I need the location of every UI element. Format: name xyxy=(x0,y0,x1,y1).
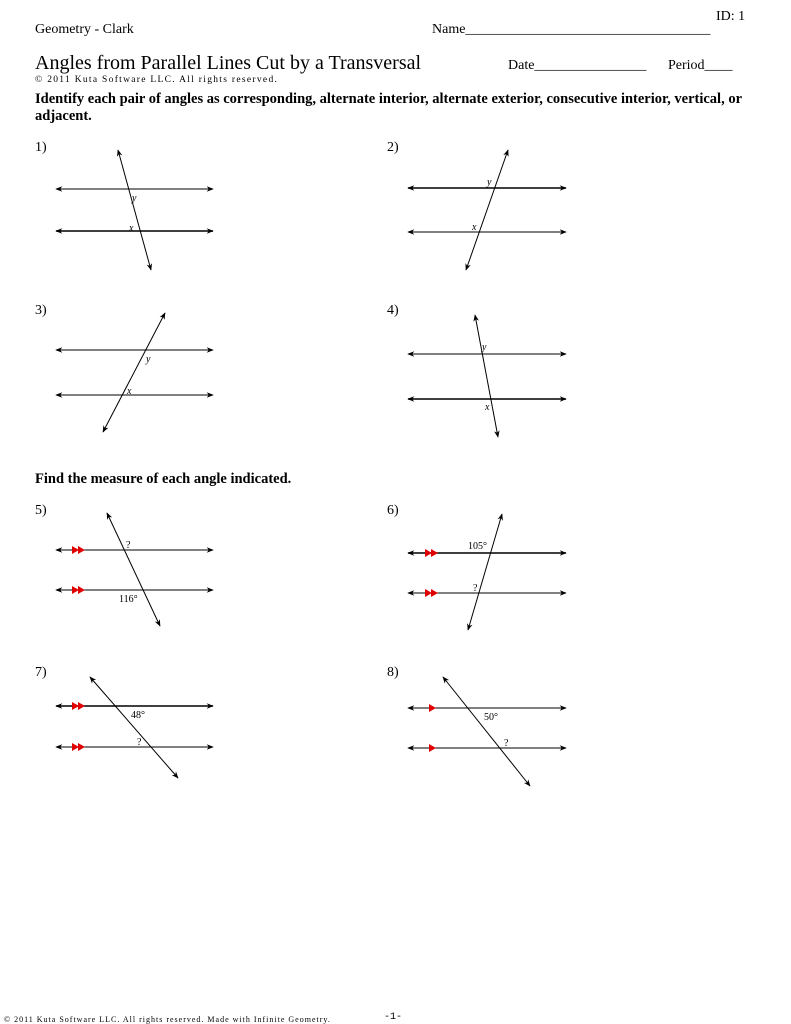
problem-number-4: 4) xyxy=(387,303,399,318)
worksheet-title: Angles from Parallel Lines Cut by a Transversal xyxy=(35,52,422,74)
figure-7 xyxy=(56,677,213,778)
header-copyright: © 2011 Kuta Software LLC. All rights reserved. xyxy=(35,75,279,85)
problem-number-7: 7) xyxy=(35,665,47,680)
angle-label-top: 50° xyxy=(484,712,498,723)
angle-label-top: y xyxy=(146,354,151,365)
problem-number-2: 2) xyxy=(387,140,399,155)
footer-copyright: © 2011 Kuta Software LLC. All rights reserved. Made with Infinite Geometry. xyxy=(4,1015,331,1024)
worksheet-id: ID: 1 xyxy=(716,9,746,24)
class-name: Geometry - Clark xyxy=(35,22,134,37)
angle-label-bottom: x xyxy=(127,386,132,397)
period-field: Period____ xyxy=(668,58,733,73)
angle-label-top: y xyxy=(482,342,487,353)
figure-3 xyxy=(56,313,213,432)
transversal xyxy=(118,150,151,270)
problem-number-3: 3) xyxy=(35,303,47,318)
parallel-mark-top xyxy=(425,549,438,557)
parallel-mark-bottom xyxy=(72,586,85,594)
angle-label-bottom: ? xyxy=(504,738,509,749)
transversal xyxy=(107,513,160,626)
section1-instructions: Identify each pair of angles as corresponding, alternate interior, alternate exterior, consecutive interior, vertical, or adjacent. xyxy=(35,91,742,124)
transversal xyxy=(443,677,530,786)
parallel-mark-bottom xyxy=(72,743,85,751)
angle-label-bottom: x xyxy=(472,222,477,233)
figure-2 xyxy=(408,150,566,270)
figure-4 xyxy=(408,315,566,437)
section2-instructions: Find the measure of each angle indicated. xyxy=(35,471,292,487)
transversal xyxy=(103,313,165,432)
parallel-mark-top xyxy=(72,702,85,710)
name-field: Name___________________________________ xyxy=(432,22,711,37)
angle-label-top: 105° xyxy=(468,541,487,552)
figure-1 xyxy=(56,150,213,270)
angle-label-top: y xyxy=(132,193,137,204)
page-number: -1- xyxy=(384,1012,403,1023)
angle-label-top: y xyxy=(487,177,492,188)
angle-label-bottom: 116° xyxy=(119,594,138,605)
parallel-mark-bottom xyxy=(429,744,436,752)
problem-number-6: 6) xyxy=(387,503,399,518)
transversal xyxy=(475,315,498,437)
angle-label-top: ? xyxy=(126,540,131,551)
transversal xyxy=(468,514,502,630)
date-field: Date________________ xyxy=(508,58,647,73)
figure-5 xyxy=(56,513,213,626)
parallel-mark-bottom xyxy=(425,589,438,597)
figure-6 xyxy=(408,514,566,630)
transversal xyxy=(90,677,178,778)
angle-label-top: 48° xyxy=(131,710,145,721)
parallel-mark-top xyxy=(72,546,85,554)
angle-label-bottom: x xyxy=(129,223,134,234)
angle-label-bottom: ? xyxy=(137,737,142,748)
problem-number-1: 1) xyxy=(35,140,47,155)
angle-label-bottom: ? xyxy=(473,583,478,594)
angle-label-bottom: x xyxy=(485,402,490,413)
problem-number-8: 8) xyxy=(387,665,399,680)
transversal xyxy=(466,150,508,270)
figure-8 xyxy=(408,677,566,786)
parallel-mark-top xyxy=(429,704,436,712)
problem-number-5: 5) xyxy=(35,503,47,518)
